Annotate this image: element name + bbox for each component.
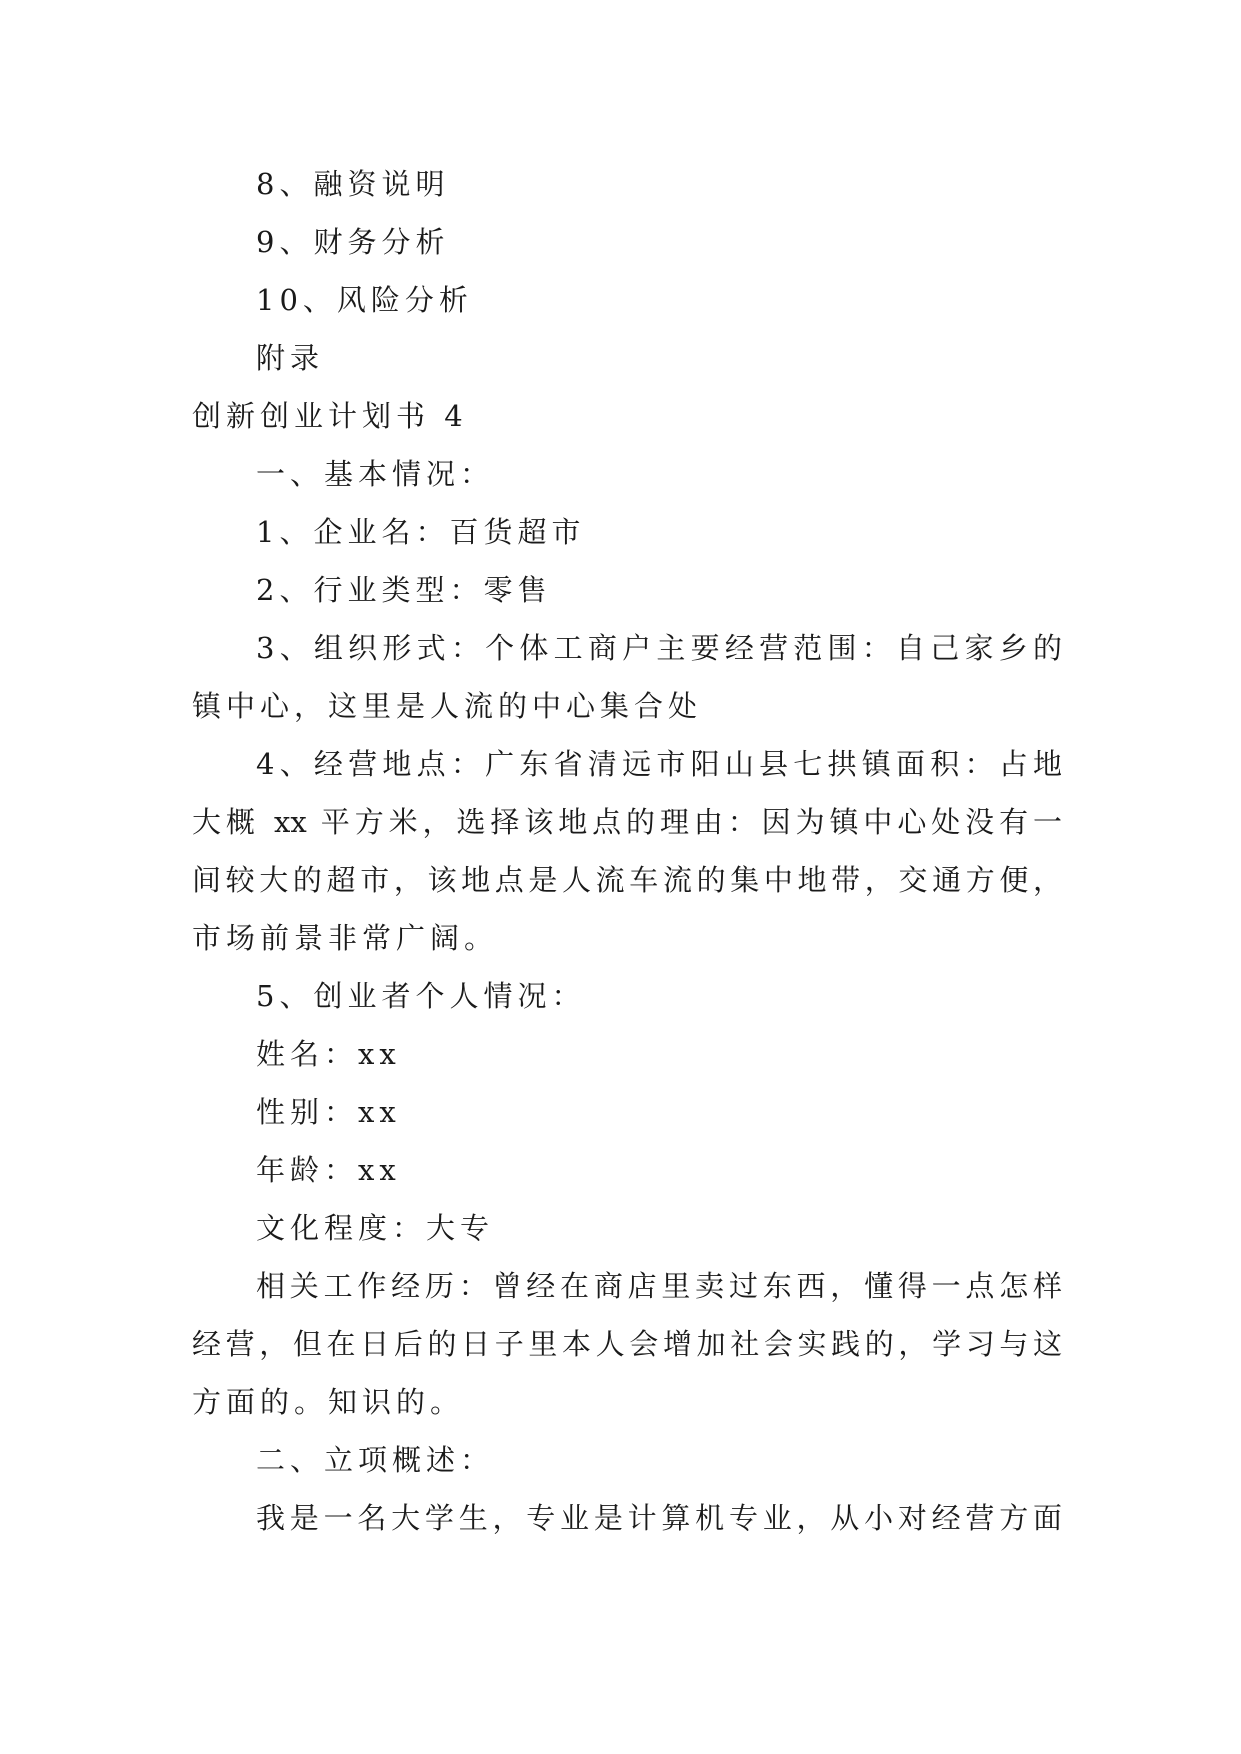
info-location-cont-2: 间较大的超市，该地点是人流车流的集中地带，交通方便， bbox=[192, 863, 1062, 897]
toc-item-financial-analysis: 9、财务分析 bbox=[256, 225, 450, 259]
project-overview-paragraph: 我是一名大学生，专业是计算机专业，从小对经营方面 bbox=[256, 1501, 1062, 1535]
founder-education: 文化程度：大专 bbox=[256, 1211, 495, 1245]
info-location-cont-3: 市场前景非常广阔。 bbox=[192, 921, 499, 955]
founder-name: 姓名：xx bbox=[256, 1037, 401, 1071]
info-location: 4、经营地点：广东省清远市阳山县七拱镇面积：占地 bbox=[256, 747, 1062, 781]
info-location-cont-1: 大概 xx 平方米，选择该地点的理由：因为镇中心处没有一 bbox=[192, 805, 1062, 839]
founder-experience-cont-1: 经营，但在日后的日子里本人会增加社会实践的，学习与这 bbox=[192, 1327, 1062, 1361]
info-industry-type: 2、行业类型：零售 bbox=[256, 573, 552, 607]
founder-experience: 相关工作经历：曾经在商店里卖过东西，懂得一点怎样 bbox=[256, 1269, 1062, 1303]
toc-item-appendix: 附录 bbox=[256, 341, 325, 375]
section-title: 创新创业计划书 4 bbox=[192, 399, 468, 433]
toc-item-financing: 8、融资说明 bbox=[256, 167, 450, 201]
toc-item-risk-analysis: 10、风险分析 bbox=[256, 283, 473, 317]
heading-project-overview: 二、立项概述： bbox=[256, 1443, 495, 1477]
founder-experience-cont-2: 方面的。知识的。 bbox=[192, 1385, 465, 1419]
heading-founder-info: 5、创业者个人情况： bbox=[256, 979, 586, 1013]
heading-basic-info: 一、基本情况： bbox=[256, 457, 495, 491]
founder-age: 年龄：xx bbox=[256, 1153, 401, 1187]
info-organization-form: 3、组织形式：个体工商户主要经营范围：自己家乡的 bbox=[256, 631, 1062, 665]
founder-gender: 性别：xx bbox=[256, 1095, 401, 1129]
info-organization-form-cont: 镇中心，这里是人流的中心集合处 bbox=[192, 689, 703, 723]
info-company-name: 1、企业名：百货超市 bbox=[256, 515, 586, 549]
